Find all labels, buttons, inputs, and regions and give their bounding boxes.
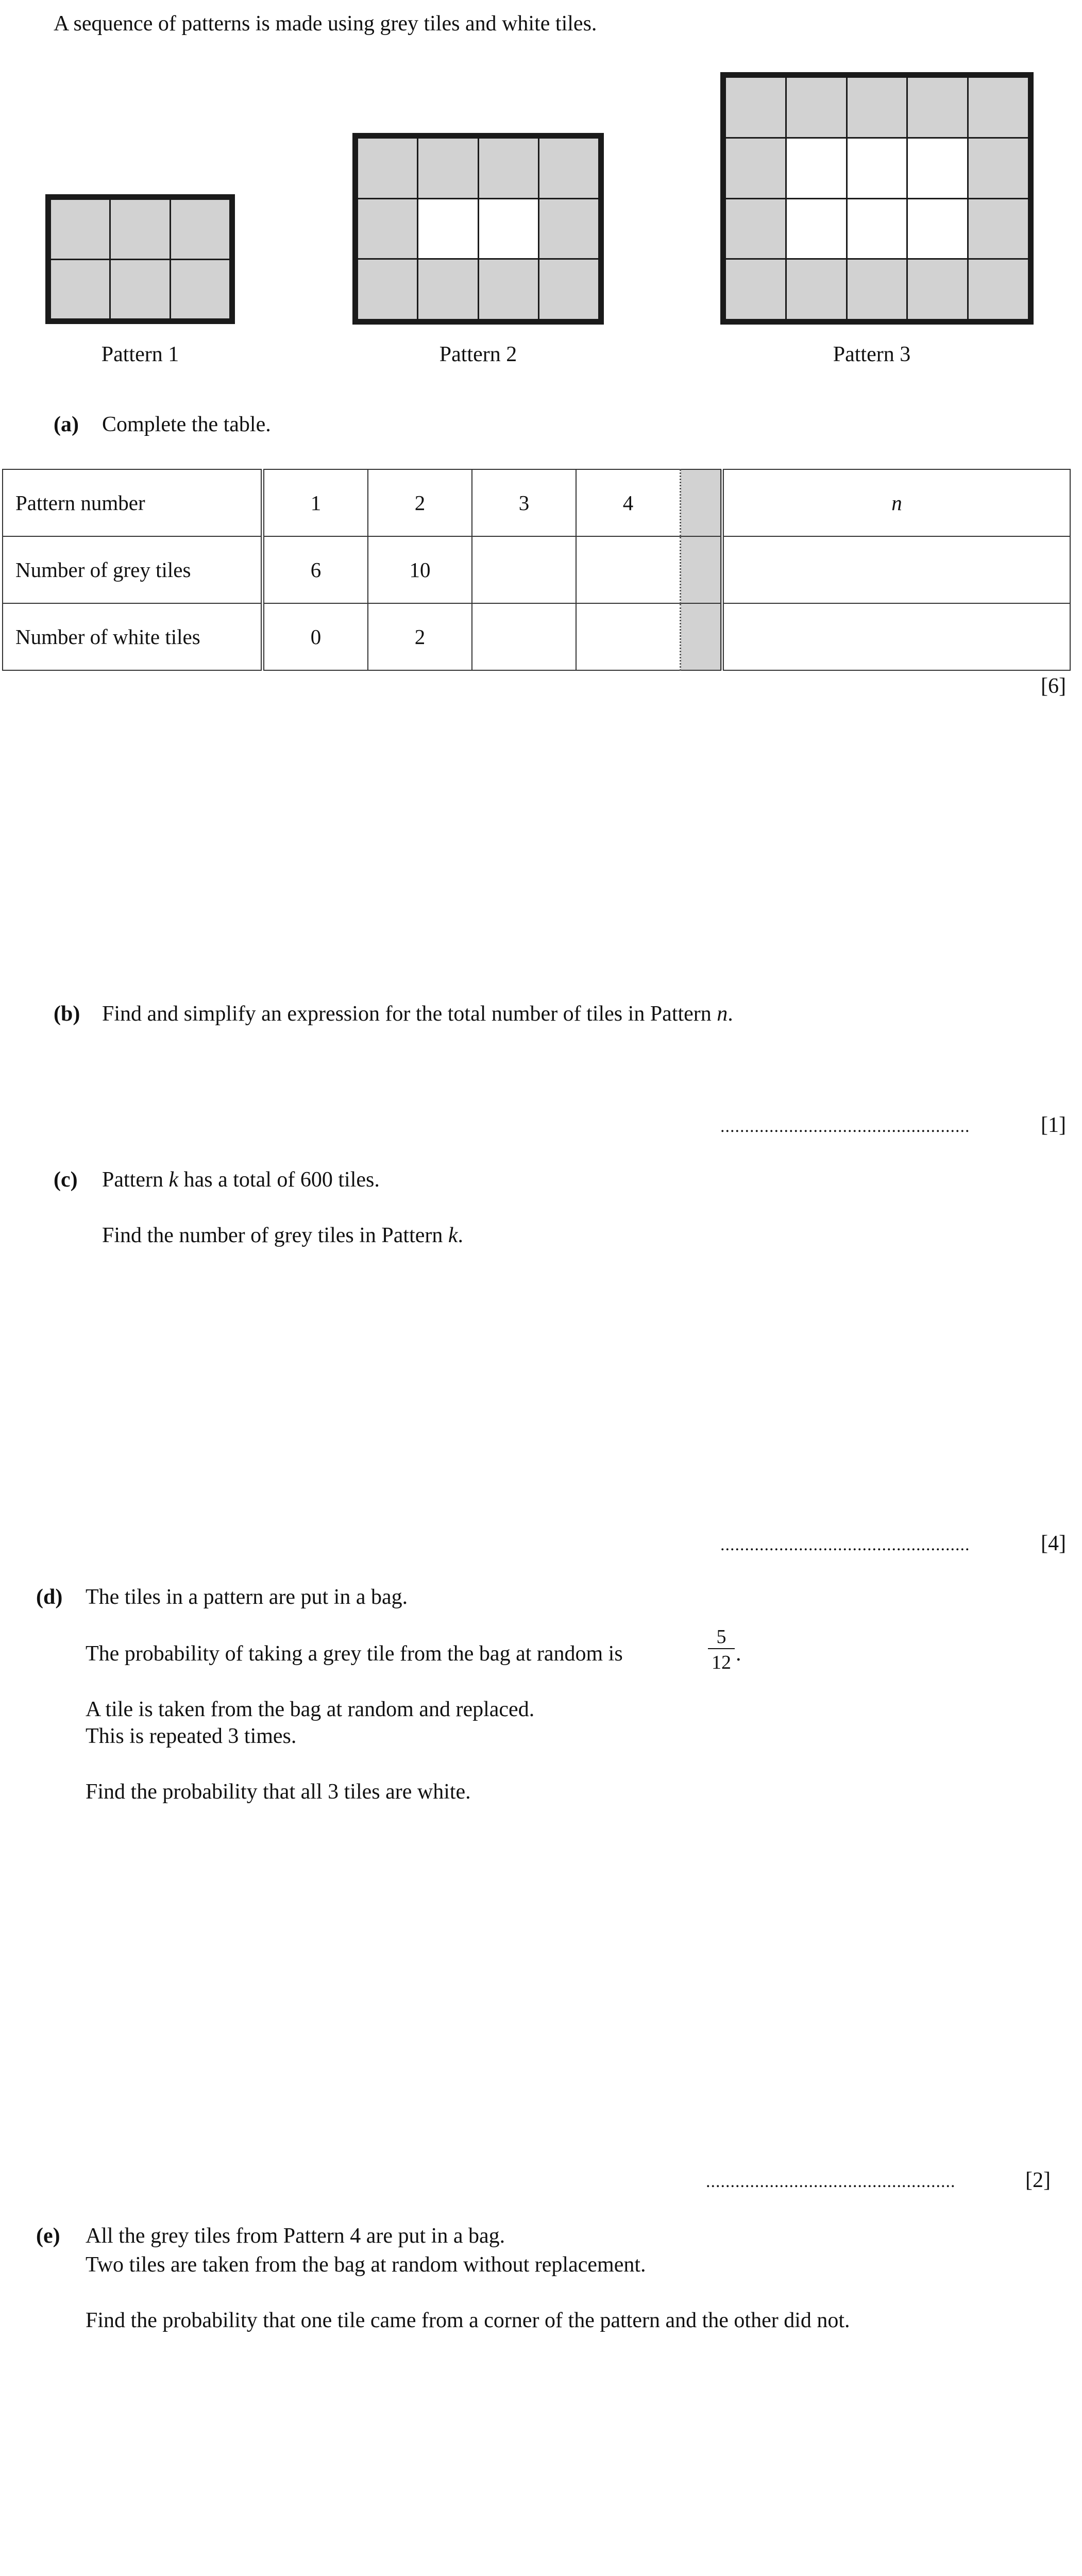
grey-tile [787,260,846,319]
table-row-pattern-number [3,469,1070,536]
grey-tile [726,260,785,319]
part-c-label: (c) [54,1168,78,1192]
answer-cell[interactable] [576,603,681,670]
part-a-text: Complete the table. [102,413,271,436]
answer-cell[interactable] [472,603,576,670]
part-c-marks: [4] [1041,1532,1066,1555]
grey-tile [479,139,538,198]
grey-tile [358,139,417,198]
grey-tile [358,199,417,259]
part-d-marks: [2] [1025,2168,1051,2192]
table-cell: 6 [263,536,368,603]
intro-text: A sequence of patterns is made using grey tiles and white tiles. [54,12,597,36]
grey-tile [418,139,477,198]
table-cell: 10 [368,536,472,603]
part-c-text: Pattern [102,1168,169,1192]
part-e-line-3: Find the probability that one tile came from a corner of the pattern and the other did not. [86,2309,850,2332]
pattern-2-figure [352,133,604,325]
pattern-table [2,469,1071,671]
answer-cell[interactable] [722,603,1071,670]
table-cell: 1 [263,469,368,536]
grey-tile [358,260,417,319]
pattern-3-figure [720,72,1034,325]
white-tile [908,199,967,259]
part-b-marks: [1] [1041,1113,1066,1137]
row-header: Number of white tiles [3,603,263,670]
part-b-label: (b) [54,1002,80,1026]
table-gap-column [681,469,722,536]
variable-n: n [717,1002,728,1026]
white-tile [848,139,907,198]
grey-tile [969,260,1028,319]
part-b-text: Find and simplify an expression for the total number of tiles in Pattern [102,1002,717,1026]
grey-tile [111,200,169,259]
part-e-line-2: Two tiles are taken from the bag at random without replacement. [86,2253,646,2277]
table-gap-column [681,603,722,670]
pattern-2-caption: Pattern 2 [439,343,517,366]
variable-k: k [448,1224,458,1247]
part-a-label: (a) [54,413,79,436]
part-c-answer-line[interactable]: ................................................... [720,1535,970,1554]
pattern-3-caption: Pattern 3 [833,343,911,366]
white-tile [418,199,477,259]
part-d-label: (d) [36,1585,63,1609]
table-cell: 2 [368,469,472,536]
white-tile [787,199,846,259]
grey-tile [908,78,967,137]
grey-tile [418,260,477,319]
part-c-line-2 [102,1223,463,1248]
part-d-line-4: This is repeated 3 times. [86,1724,297,1748]
grey-tile [848,260,907,319]
part-d-line-1: The tiles in a pattern are put in a bag. [86,1585,408,1609]
table-row-white-tiles [3,603,1070,670]
table-cell: 0 [263,603,368,670]
grey-tile [539,260,598,319]
grey-tile [171,260,229,319]
part-e-label: (e) [36,2224,60,2248]
white-tile [908,139,967,198]
table-cell: 3 [472,469,576,536]
table-gap-column [681,536,722,603]
grey-tile [539,199,598,259]
punctuation: . [728,1002,733,1026]
grey-tile [969,78,1028,137]
part-b-question [102,1002,733,1026]
part-d-answer-line[interactable]: ................................................... [706,2172,956,2191]
row-header: Pattern number [3,469,263,536]
part-c-line-1 [102,1167,380,1192]
fraction-bar [708,1648,735,1649]
table-row-grey-tiles [3,536,1070,603]
grey-tile [726,199,785,259]
grey-tile [969,139,1028,198]
grey-tile [908,260,967,319]
fraction-numerator: 5 [716,1626,726,1648]
pattern-1-caption: Pattern 1 [101,343,179,366]
white-tile [848,199,907,259]
table-cell: 2 [368,603,472,670]
grey-tile [726,139,785,198]
answer-cell[interactable] [576,536,681,603]
table-cell: 4 [576,469,681,536]
part-e-line-1: All the grey tiles from Pattern 4 are put in a bag. [86,2224,505,2248]
part-b-answer-line[interactable]: ................................................... [720,1117,970,1136]
fraction-denominator: 12 [712,1652,731,1673]
pattern-1-figure [45,194,235,324]
answer-cell[interactable] [722,536,1071,603]
part-d-line-3: A tile is taken from the bag at random and replaced. [86,1698,535,1721]
grey-tile [111,260,169,319]
grey-tile [539,139,598,198]
grey-tile [969,199,1028,259]
grey-tile [479,260,538,319]
punctuation: . [458,1224,464,1247]
grey-tile [51,200,109,259]
answer-cell[interactable] [472,536,576,603]
part-d-line-2: The probability of taking a grey tile from the bag at random is [86,1642,623,1666]
grey-tile [726,78,785,137]
part-d-line-5: Find the probability that all 3 tiles are white. [86,1780,471,1804]
white-tile [479,199,538,259]
variable-k: k [168,1168,179,1192]
row-header: Number of grey tiles [3,536,263,603]
part-c-text: Find the number of grey tiles in Pattern [102,1224,448,1247]
part-a-marks: [6] [1041,674,1066,698]
part-c-text: has a total of 600 tiles. [178,1168,380,1192]
grey-tile [51,260,109,319]
grey-tile [787,78,846,137]
grey-tile [171,200,229,259]
grey-tile [848,78,907,137]
table-cell: n [722,469,1071,536]
white-tile [787,139,846,198]
punctuation: . [736,1642,741,1666]
